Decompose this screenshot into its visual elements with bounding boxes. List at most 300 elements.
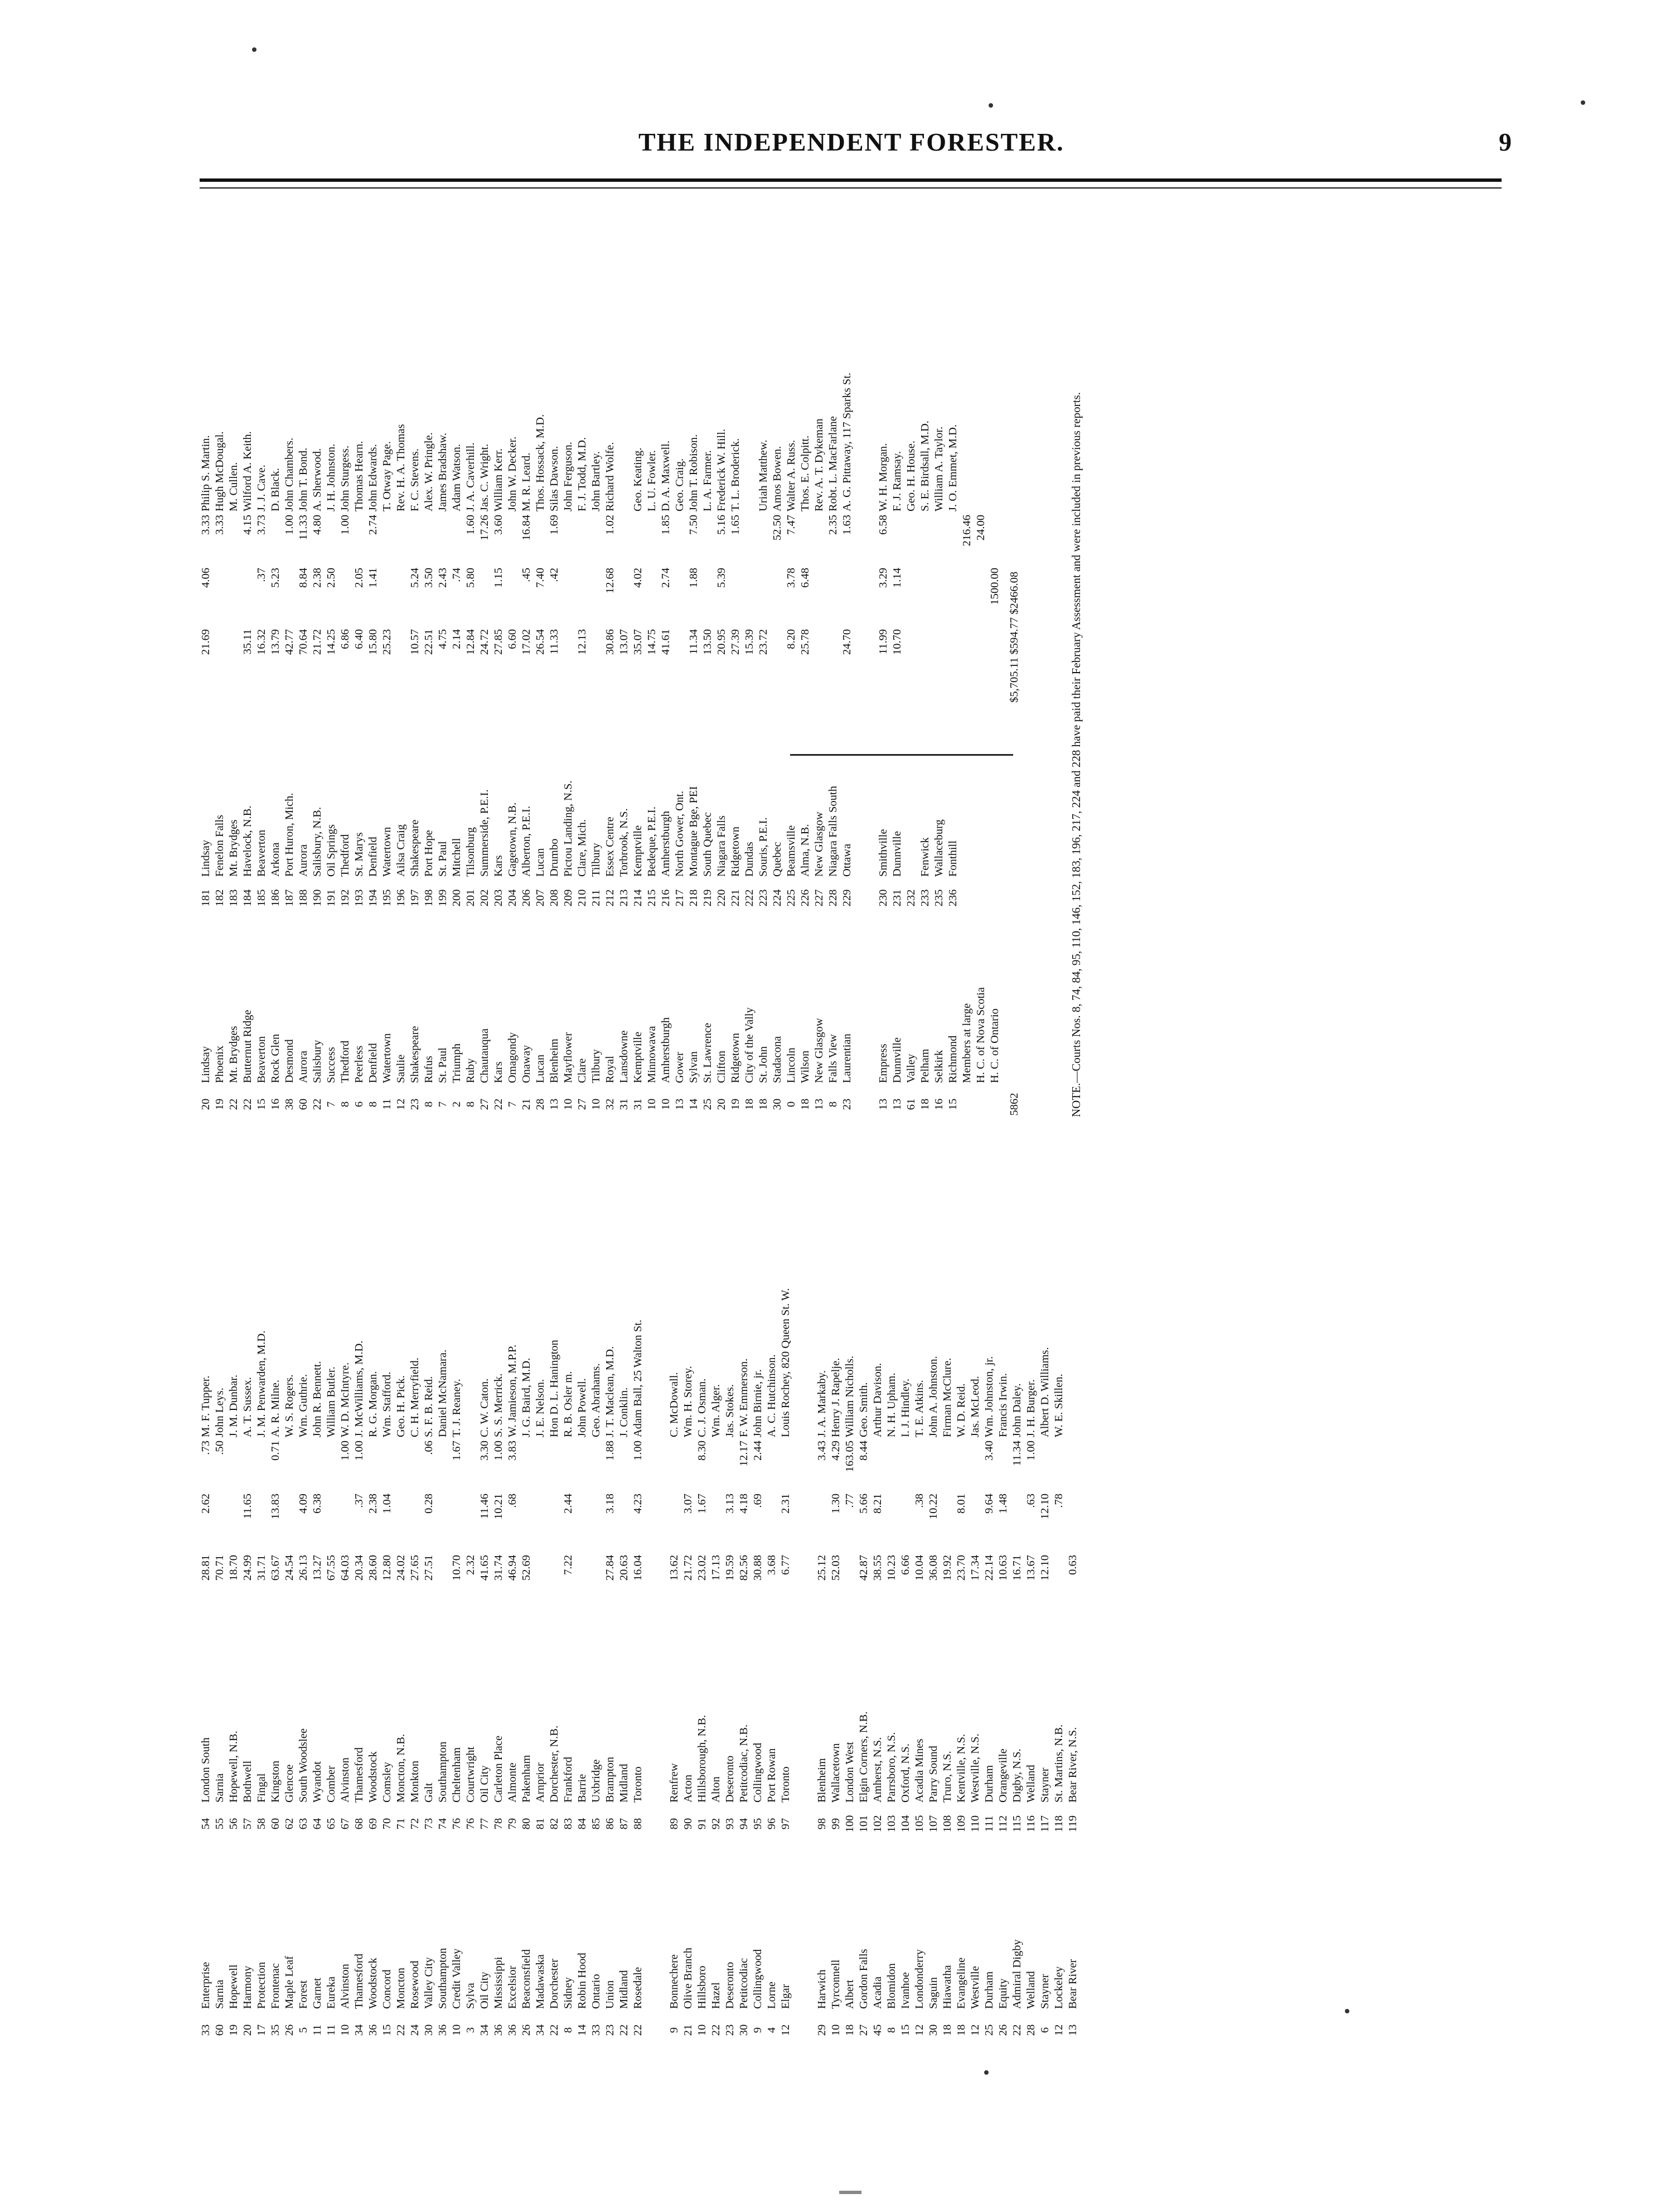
amount-a-cell: 35.07 — [632, 629, 644, 655]
table-row — [561, 1171, 575, 2050]
amount-b-cell: 4.09 — [297, 1494, 309, 1514]
amount-b-cell: 6.48 — [799, 568, 811, 588]
officer-name-cell: Walter A. Russ. — [785, 439, 797, 511]
amount-a-cell — [812, 627, 826, 694]
court-number-cell: 232 — [905, 889, 917, 907]
member-count-cell: 12 — [1053, 2024, 1065, 2036]
amount-c-cell: 3.60 — [492, 515, 505, 535]
officer-name-cell: W. D. Reid. — [955, 1383, 967, 1437]
amount-c-cell — [575, 1439, 589, 1492]
table-row — [667, 1171, 681, 2050]
court-number-cell: 209 — [562, 889, 574, 907]
amount-b-cell — [575, 1492, 589, 1553]
court-place-cell: Niagara Falls — [715, 815, 728, 877]
amount-c-cell: 24.00 — [975, 515, 987, 541]
court-place-cell: Tilsonburg — [464, 827, 477, 877]
court-place-cell: Ottawa — [841, 843, 853, 877]
table-row — [366, 245, 380, 1124]
amount-b-cell: 6.38 — [311, 1494, 323, 1514]
amount-a-cell: 0.63 — [1067, 1555, 1079, 1575]
court-number-cell: 228 — [827, 889, 839, 907]
amount-a-cell: 13.50 — [701, 629, 714, 655]
amount-c-cell: 8.44 — [858, 1441, 870, 1461]
court-name-cell: Harmony — [241, 1965, 254, 2009]
court-name-cell: Evangeline — [955, 1957, 967, 2009]
court-name-cell: Equity — [997, 1978, 1009, 2009]
officer-name-cell: J. Conklin. — [618, 1387, 630, 1437]
amount-a-cell: 24.54 — [283, 1555, 296, 1581]
member-count-cell: 14 — [576, 2024, 588, 2036]
member-count-cell: 26 — [997, 2024, 1009, 2036]
member-count-cell: 13 — [548, 1098, 560, 1110]
court-place-cell: Mitchell — [451, 838, 463, 877]
court-name-cell: Concord — [381, 1969, 393, 2009]
officer-name-cell: T. J. Reaney. — [451, 1379, 463, 1437]
amount-a-cell: 11.99 — [877, 629, 889, 655]
member-count-cell: 10 — [696, 2024, 708, 2036]
court-number-cell: 194 — [367, 889, 379, 907]
table-row — [969, 1171, 982, 2050]
gap-cell — [854, 917, 877, 1085]
amount-b-cell: 2.38 — [367, 1494, 379, 1514]
amount-b-cell: .37 — [353, 1494, 365, 1508]
court-name-cell: Stadacona — [771, 1036, 783, 1083]
court-name-cell: Hiawatha — [941, 1965, 953, 2009]
court-number-cell: 224 — [771, 889, 783, 907]
officer-name-cell: Francis Irwin. — [997, 1373, 1009, 1437]
court-number-cell: 185 — [255, 889, 268, 907]
court-place-cell: Glencoe — [283, 1764, 296, 1803]
officer-name-cell: W. H. Morgan. — [877, 443, 889, 511]
header-rule — [200, 178, 1502, 182]
court-number-cell: 56 — [227, 1818, 240, 1830]
officer-name-cell: A. Sherwood. — [311, 448, 323, 511]
member-count-cell: 7 — [437, 1101, 449, 1108]
court-name-cell: Excelsior — [506, 1965, 519, 2009]
officer-name-cell: John Ferguson. — [562, 442, 574, 511]
total-count: 5862 — [1008, 1093, 1020, 1116]
amount-b-cell: 10.22 — [927, 1494, 940, 1520]
court-number-cell: 231 — [891, 889, 903, 907]
officer-name-cell: C. H. Merryfield. — [409, 1357, 421, 1437]
amount-b-cell: .42 — [548, 568, 560, 582]
member-count-cell: 10 — [660, 1098, 672, 1110]
gap-cell — [645, 1620, 667, 1804]
table-row — [450, 1171, 464, 2050]
court-number-cell: 86 — [604, 1818, 616, 1830]
court-number-cell: 191 — [325, 889, 337, 907]
court-place-cell: London South — [200, 1737, 212, 1803]
amount-c-cell — [589, 1439, 603, 1492]
officer-name-cell: D. A. Maxwell. — [660, 441, 672, 511]
amount-c-cell — [779, 1439, 793, 1492]
member-count-cell: 22 — [710, 2024, 722, 2036]
amount-b-cell — [673, 566, 687, 627]
amount-c-cell — [955, 1439, 969, 1492]
court-number-cell: 117 — [1039, 1815, 1051, 1832]
totals-row — [1008, 209, 1021, 1124]
court-place-cell: Thedford — [339, 834, 351, 877]
member-count-cell: 7 — [325, 1101, 337, 1108]
court-number-cell: 70 — [381, 1818, 393, 1830]
amount-a-cell: 24.02 — [395, 1555, 407, 1581]
court-place-cell: Deseronto — [724, 1755, 736, 1803]
total-sum: $5,705.11 $594.77 $2466.08 — [1008, 571, 1020, 703]
court-place-cell: Clare, Mich. — [576, 819, 588, 877]
officer-name-cell: R. B. Osler m. — [562, 1371, 574, 1437]
court-place-cell: Fenelon Falls — [214, 814, 226, 877]
amount-c-cell — [709, 1439, 723, 1492]
court-number-cell: 54 — [200, 1818, 212, 1830]
amount-b-cell — [283, 566, 297, 627]
amount-b-cell: .45 — [520, 568, 532, 582]
court-number-cell: 200 — [451, 889, 463, 907]
amount-a-cell: 15.39 — [743, 629, 756, 655]
officer-name-cell: John Sturgess. — [339, 445, 351, 511]
court-place-cell: Welland — [1025, 1765, 1037, 1803]
court-number-cell: 94 — [738, 1818, 750, 1830]
court-place-cell: Elgin Corners, N.B. — [858, 1711, 870, 1803]
court-name-cell: Dunnville — [891, 1037, 903, 1083]
amount-b-cell: .38 — [913, 1494, 926, 1508]
officer-name-cell: F. J. Todd, M.D. — [576, 437, 588, 511]
amount-a-cell — [589, 1553, 603, 1620]
amount-b-cell: 3.18 — [604, 1494, 616, 1514]
court-place-cell: Alberton, P.E.I. — [520, 806, 532, 877]
amount-c-cell — [918, 513, 932, 566]
officer-name-cell: Hugh McDougal. — [214, 431, 226, 511]
officer-name-cell: William Butler. — [325, 1366, 337, 1437]
member-count-cell: 30 — [771, 1098, 783, 1110]
amount-a-cell: 11.34 — [688, 629, 700, 655]
bottom-print-mark — [839, 2191, 861, 2194]
table-row — [857, 1171, 871, 2050]
table-row — [871, 1171, 885, 2050]
amount-c-cell: 2.74 — [367, 515, 379, 535]
amount-c-cell: 1.65 — [729, 515, 742, 535]
court-place-cell: Wyandot — [311, 1761, 323, 1803]
member-count-cell: 25 — [983, 2024, 995, 2036]
court-number-cell: 72 — [409, 1818, 421, 1830]
member-count-cell: 16 — [933, 1098, 945, 1110]
court-place-cell: Essex Centre — [604, 817, 616, 877]
court-place-cell: Aurora — [297, 844, 309, 877]
court-name-cell: Tilbury — [590, 1049, 602, 1083]
amount-b-cell — [840, 566, 854, 627]
member-count-cell: 2 — [451, 1101, 463, 1108]
court-number-cell: 199 — [437, 889, 449, 907]
court-place-cell — [974, 694, 988, 878]
member-count-cell: 18 — [743, 1098, 756, 1110]
officer-name-cell: J. H. Burger. — [1025, 1379, 1037, 1437]
amount-b-cell — [946, 566, 960, 627]
table-row — [325, 245, 338, 1124]
court-place-cell: St. Marys — [353, 832, 365, 877]
officer-name-cell: John T. Robison. — [688, 434, 700, 511]
court-place-cell: Lindsay — [200, 839, 212, 877]
court-place-cell: Port Huron, Mich. — [283, 793, 296, 877]
amount-a-cell: 46.94 — [506, 1555, 519, 1581]
court-place-cell: Durham — [983, 1765, 995, 1803]
amount-a-cell: 30.86 — [604, 629, 616, 655]
member-count-cell: 22 — [618, 2024, 630, 2036]
court-place-cell: Uxbridge — [590, 1759, 602, 1803]
amount-a-cell: 19.92 — [941, 1555, 953, 1581]
amount-b-cell: 1.41 — [367, 568, 379, 588]
court-name-cell: Protection — [255, 1962, 268, 2009]
member-count-cell: 8 — [339, 1101, 351, 1108]
court-place-cell: Thamesford — [353, 1747, 365, 1803]
amount-c-cell — [927, 1439, 941, 1492]
table-row — [575, 1171, 589, 2050]
amount-b-cell — [241, 566, 255, 627]
officer-name-cell: F. W. Emmerson. — [738, 1358, 750, 1437]
officer-name-cell — [960, 245, 974, 513]
amount-b-cell: 0.28 — [423, 1494, 435, 1514]
court-name-cell: Mt. Brydges — [227, 1026, 240, 1083]
officer-name-cell: J. T. Maclean, M.D. — [604, 1346, 616, 1437]
member-count-cell: 30 — [423, 2024, 435, 2036]
member-count-cell: 5 — [297, 2027, 309, 2033]
court-name-cell: Albert — [844, 1979, 856, 2009]
amount-c-cell: 1.63 — [841, 515, 853, 535]
table-row — [269, 245, 283, 1124]
amount-a-cell: 82.56 — [738, 1555, 750, 1581]
officer-name-cell: Silas Dawson. — [548, 446, 560, 511]
amount-b-cell: 2.44 — [562, 1494, 574, 1514]
court-number-cell: 190 — [311, 889, 323, 907]
court-place-cell: Montague Bge, PEI — [688, 786, 700, 877]
officer-name-cell: Wm. Stafford. — [381, 1371, 393, 1437]
member-count-cell: 20 — [715, 1098, 728, 1110]
amount-b-cell: .69 — [752, 1494, 764, 1508]
table-row — [603, 1171, 617, 2050]
amount-c-cell — [932, 513, 946, 566]
court-place-cell: Galt — [423, 1782, 435, 1803]
court-place-cell: Ailsa Craig — [395, 824, 407, 877]
court-number-cell: 85 — [590, 1818, 602, 1830]
amount-a-cell: 13.79 — [269, 629, 282, 655]
amount-a-cell: 20.34 — [353, 1555, 365, 1581]
member-count-cell: 8 — [464, 1101, 477, 1108]
amount-b-cell — [765, 1492, 779, 1553]
officer-name-cell: R. G. Morgan. — [367, 1371, 379, 1437]
amount-b-cell — [757, 566, 771, 627]
table-row — [478, 245, 492, 1124]
amount-c-cell — [723, 1439, 737, 1492]
court-name-cell: Beaverton — [255, 1036, 268, 1083]
court-number-cell: 80 — [520, 1818, 532, 1830]
court-number-cell: 202 — [478, 889, 491, 907]
court-place-cell: Kars — [492, 855, 505, 877]
court-name-cell: St. Paul — [437, 1047, 449, 1083]
member-count-cell: 10 — [830, 2024, 842, 2036]
amount-b-cell — [561, 566, 575, 627]
amount-c-cell — [1066, 1439, 1080, 1492]
amount-c-cell: 6.58 — [877, 515, 889, 535]
court-number-cell: 60 — [269, 1818, 282, 1830]
officer-name-cell: J. A. Markaby. — [816, 1370, 828, 1437]
amount-a-cell: 4.75 — [437, 629, 449, 649]
member-count-cell: 36 — [492, 2024, 505, 2036]
court-number-cell: 223 — [757, 889, 769, 907]
table-row — [877, 245, 890, 1124]
amount-c-cell: 7.47 — [785, 515, 797, 535]
member-count-cell: 34 — [353, 2024, 365, 2036]
member-count-cell: 11 — [381, 1099, 393, 1110]
court-name-cell: Lorne — [766, 1982, 778, 2009]
amount-b-cell: .37 — [255, 568, 268, 582]
court-place-cell: Brampton — [604, 1757, 616, 1803]
court-place-cell: Acadia Mines — [913, 1738, 926, 1803]
court-place-cell: Petitcodiac, N.B. — [738, 1724, 750, 1803]
page-number: 9 — [1499, 128, 1512, 156]
officer-name-cell: S. E. Birdsall, M.D. — [919, 421, 931, 511]
amount-a-cell: 27.65 — [409, 1555, 421, 1581]
table-row — [815, 1171, 829, 2050]
amount-a-cell: 67.55 — [325, 1555, 337, 1581]
court-place-cell: Southampton — [437, 1741, 449, 1803]
courts-table-right — [199, 245, 1002, 1124]
court-number-cell: 69 — [367, 1818, 379, 1830]
court-place-cell: St. Martins, N.B. — [1053, 1724, 1065, 1803]
court-name-cell: Hillsboro — [696, 1965, 708, 2009]
amount-b-cell — [394, 1492, 408, 1553]
amount-a-cell: 15.80 — [367, 629, 379, 655]
member-count-cell: 23 — [841, 1098, 853, 1110]
court-name-cell: St. Lawrence — [701, 1022, 714, 1083]
member-count-cell — [988, 1085, 1002, 1124]
member-count-cell: 13 — [674, 1098, 686, 1110]
table-row — [812, 245, 826, 1124]
amount-a-cell — [213, 627, 227, 694]
court-name-cell: Kars — [492, 1061, 505, 1083]
member-count-cell: 26 — [520, 2024, 532, 2036]
member-count-cell: 30 — [927, 2024, 940, 2036]
court-name-cell: New Glasgow — [813, 1018, 825, 1083]
gap-cell — [793, 1620, 815, 1804]
amount-a-cell — [227, 627, 241, 694]
court-place-cell: Gagetown, N.B. — [506, 802, 519, 877]
court-place-cell: Beaverton — [255, 829, 268, 877]
table-row — [199, 245, 213, 1124]
court-name-cell: Amherstburgh — [660, 1017, 672, 1083]
court-number-cell: 55 — [214, 1818, 226, 1830]
table-row — [932, 245, 946, 1124]
amount-c-cell: 1.88 — [604, 1441, 616, 1461]
amount-a-cell — [988, 627, 1002, 694]
amount-a-cell — [932, 627, 946, 694]
amount-b-cell: 4.18 — [738, 1494, 750, 1514]
amount-a-cell: 25.23 — [381, 629, 393, 655]
amount-a-cell: 30.88 — [752, 1555, 764, 1581]
table-row — [422, 245, 436, 1124]
court-number-cell: 77 — [478, 1818, 491, 1830]
amount-b-cell: 2.50 — [325, 568, 337, 588]
amount-c-cell: 1.00 — [1025, 1441, 1037, 1461]
table-row — [829, 1171, 843, 2050]
amount-b-cell — [1066, 1492, 1080, 1553]
amount-c-cell: .73 — [200, 1441, 212, 1455]
officer-name-cell — [1066, 1171, 1080, 1439]
member-count-cell: 22 — [548, 2024, 560, 2036]
table-row — [213, 245, 227, 1124]
amount-a-cell: 24.70 — [841, 629, 853, 655]
courts-table-left-body — [199, 1171, 1080, 2050]
court-number-cell: 214 — [632, 889, 644, 907]
amount-a-cell: 12.13 — [576, 629, 588, 655]
member-count-cell: 22 — [492, 1098, 505, 1110]
right-half — [199, 209, 1507, 1124]
amount-b-cell — [436, 1492, 450, 1553]
amount-c-cell — [969, 1439, 982, 1492]
court-place-cell: Arnprior — [534, 1762, 546, 1803]
amount-b-cell: 1.30 — [830, 1494, 842, 1514]
amount-a-cell — [904, 627, 918, 694]
amount-a-cell: 38.55 — [872, 1555, 884, 1581]
table-row — [840, 245, 854, 1124]
officer-name-cell: Thomas Hearn. — [353, 441, 365, 511]
amount-c-cell: 1.00 — [283, 515, 296, 535]
amount-a-cell: 13.07 — [618, 629, 630, 655]
amount-c-cell: 3.73 — [255, 515, 268, 535]
member-count-cell: 18 — [844, 2024, 856, 2036]
member-count-cell: 16 — [269, 1098, 282, 1110]
officer-name-cell: J. J. Cave. — [255, 465, 268, 511]
amount-c-cell — [534, 513, 548, 566]
court-number-cell: 81 — [534, 1818, 546, 1830]
court-place-cell: Amherst, N.S. — [872, 1737, 884, 1803]
table-row — [603, 245, 617, 1124]
member-count-cell: 27 — [478, 1098, 491, 1110]
amount-b-cell: 4.02 — [632, 568, 644, 588]
table-row — [506, 1171, 520, 2050]
amount-a-cell: 10.70 — [891, 629, 903, 655]
member-count-cell: 21 — [520, 1098, 532, 1110]
court-name-cell: Tyrconnell — [830, 1959, 842, 2009]
table-row — [687, 245, 701, 1124]
table-row — [548, 245, 561, 1124]
amount-b-cell — [812, 566, 826, 627]
member-count-cell: 33 — [200, 2024, 212, 2036]
officer-name-cell: John Birnie, jr. — [752, 1369, 764, 1437]
officer-name-cell: W. E. Skillen. — [1053, 1374, 1065, 1437]
amount-c-cell — [589, 513, 603, 566]
court-number-cell: 98 — [816, 1818, 828, 1830]
member-count-cell: 17 — [255, 2024, 268, 2036]
member-count-cell: 32 — [604, 1098, 616, 1110]
court-number-cell: 83 — [562, 1818, 574, 1830]
court-name-cell: Southampton — [437, 1948, 449, 2009]
court-place-cell: St. Paul — [437, 841, 449, 877]
court-place-cell: North Gower, Ont. — [674, 790, 686, 877]
amount-a-cell: 21.69 — [200, 629, 212, 655]
gap-cell — [793, 1171, 815, 1439]
gap-cell — [645, 1553, 667, 1620]
court-name-cell: Lincoln — [785, 1047, 797, 1083]
amount-c-cell — [765, 1439, 779, 1492]
table-row — [199, 1171, 213, 2050]
officer-name-cell: Philip S. Martin. — [200, 435, 212, 511]
gap-cell — [854, 513, 877, 566]
court-name-cell: Rufus — [423, 1056, 435, 1083]
court-place-cell — [988, 694, 1002, 878]
court-number-cell: 95 — [752, 1818, 764, 1830]
officer-name-cell — [974, 245, 988, 513]
court-number-cell: 91 — [696, 1818, 708, 1830]
amount-b-cell — [743, 566, 757, 627]
court-number-cell: 116 — [1025, 1815, 1037, 1832]
